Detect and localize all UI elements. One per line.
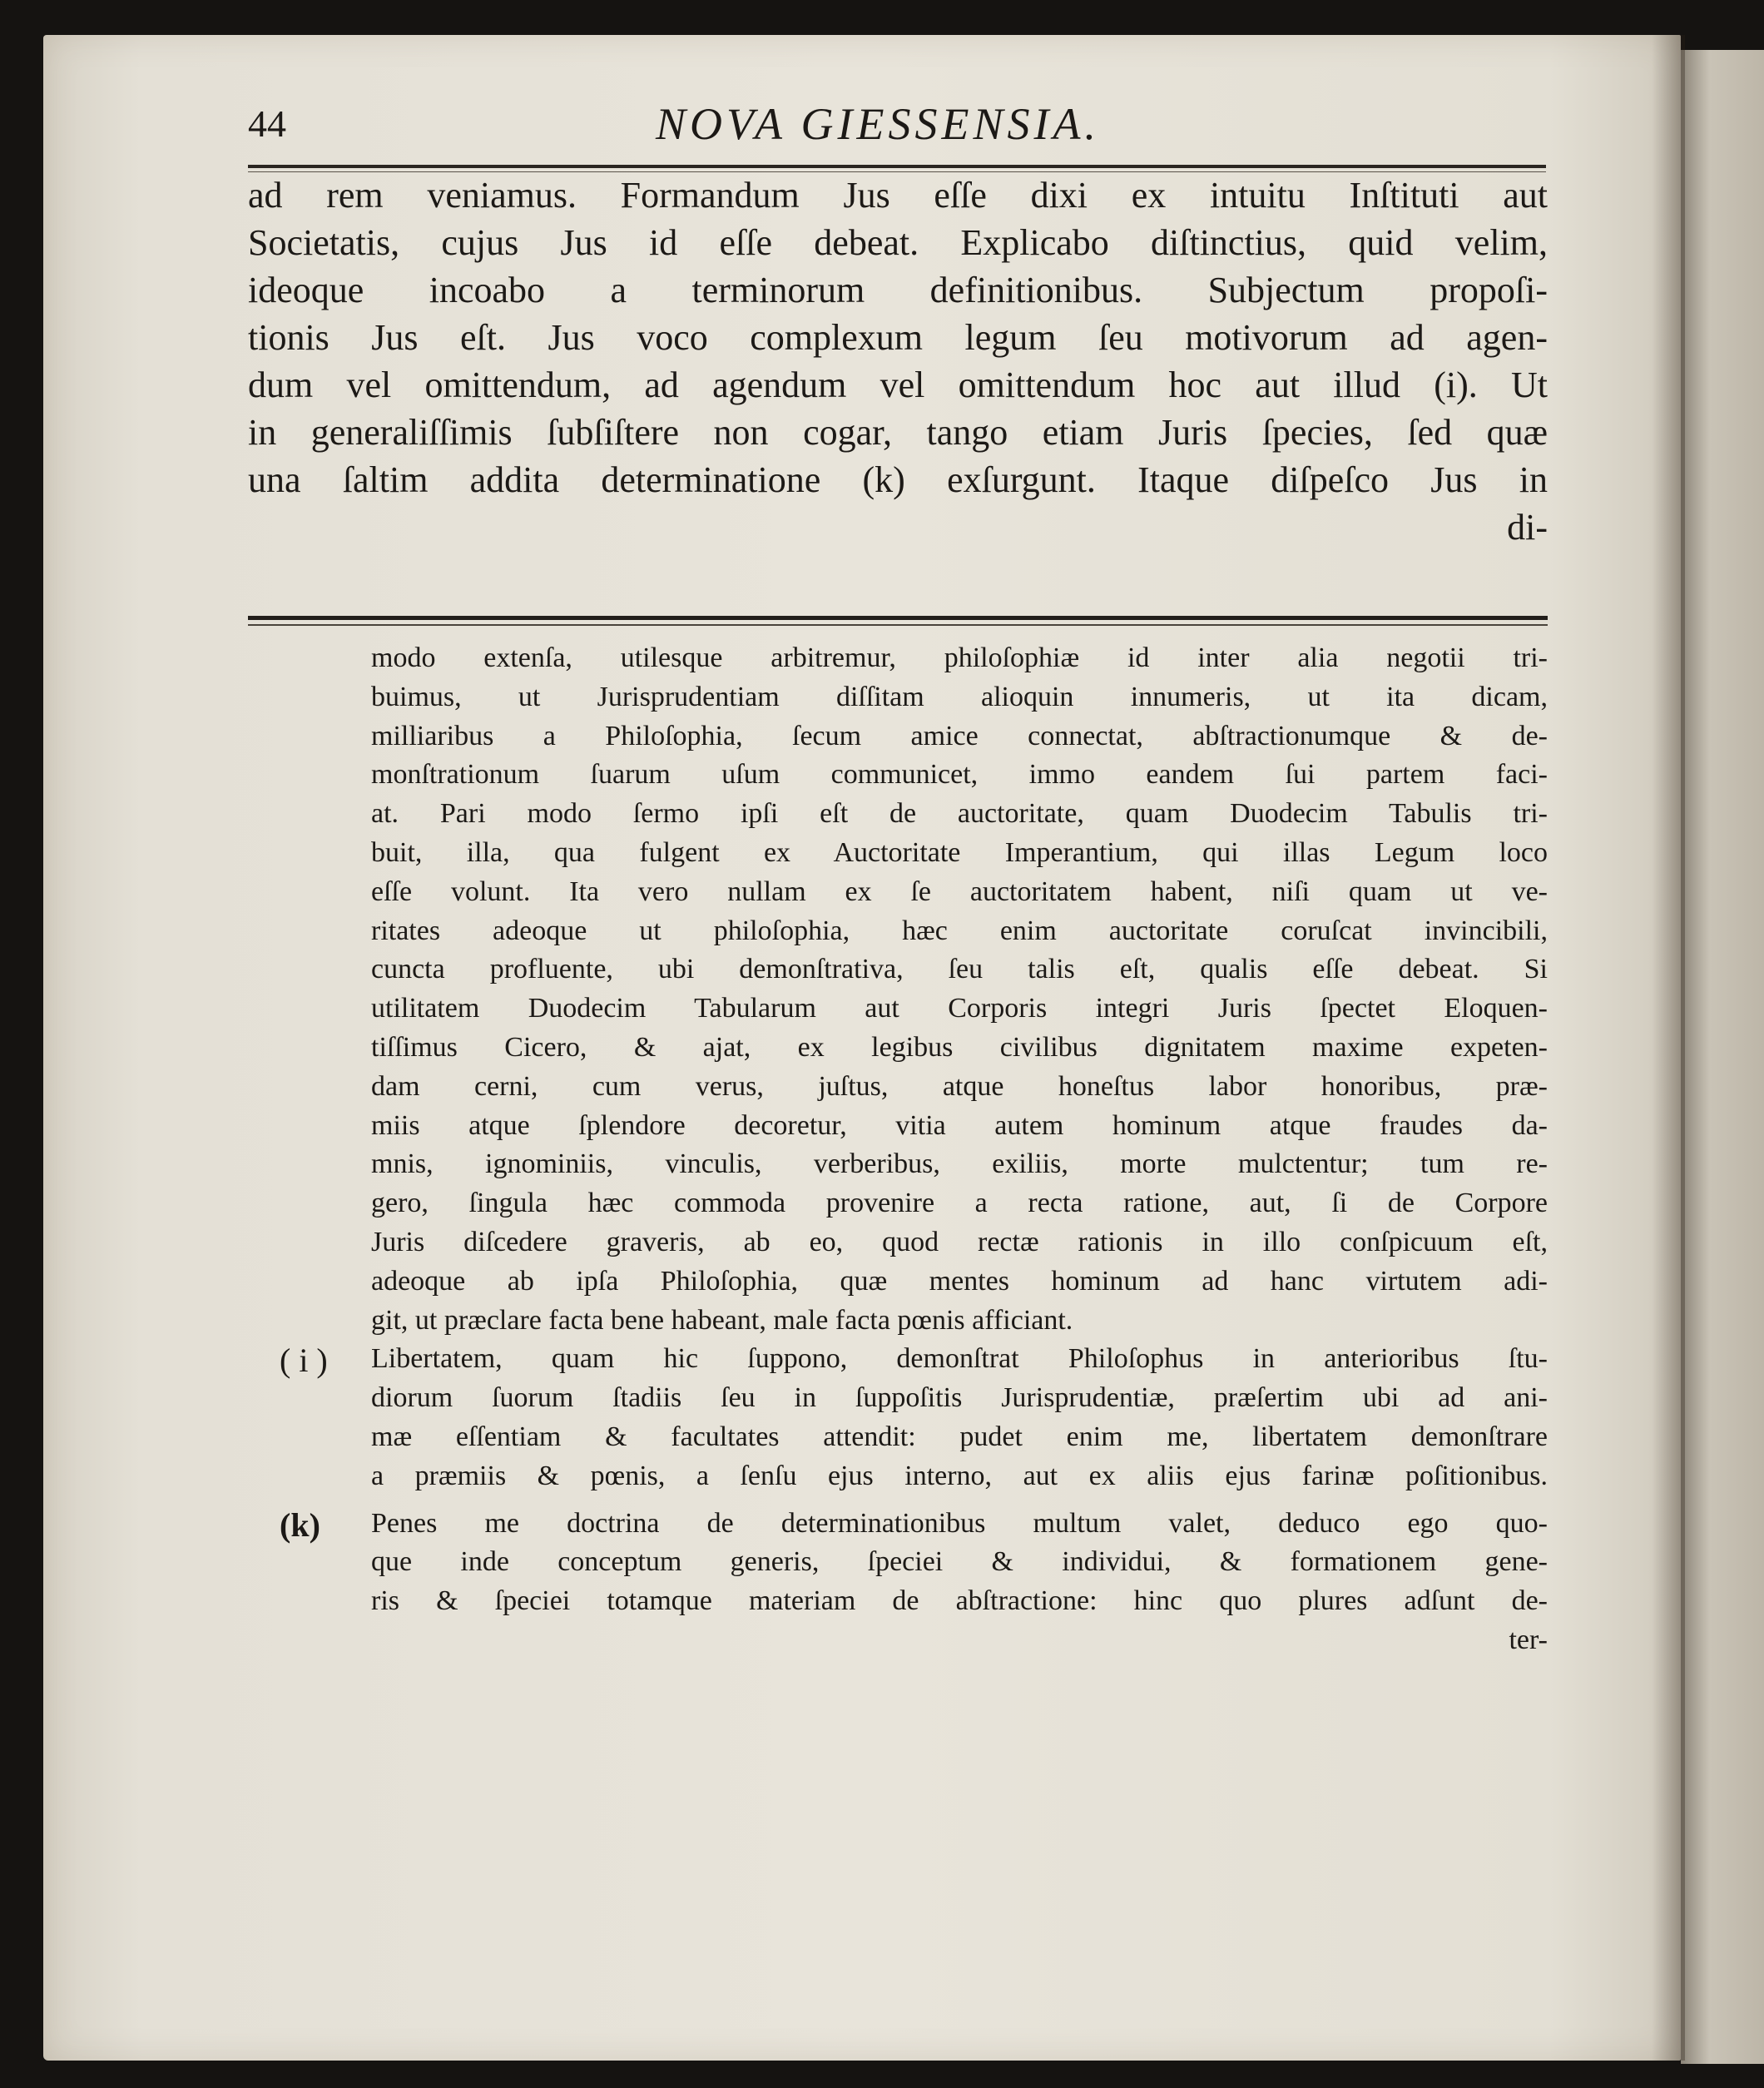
footnotes	[280, 639, 1548, 1660]
body-line: ad rem veniamus. Formandum Jus eſſe dixi ex intuitu Inſtituti aut	[248, 175, 1548, 216]
running-head	[248, 98, 1546, 156]
note-line: gero, ſingula hæc commoda provenire a recta ratione, aut, ſi de Corpore	[371, 1188, 1548, 1219]
note-line: a præmiis & pœnis, a ſenſu ejus interno, aut ex aliis ejus farinæ poſitionibus.	[371, 1460, 1548, 1491]
page-number: 44	[248, 102, 286, 145]
note-line: utilitatem Duodecim Tabularum aut Corporis integri Juris ſpectet Eloquen-	[371, 993, 1548, 1024]
note-line: modo extenſa, utilesque arbitremur, philoſophiæ id inter alia negotii tri-	[371, 642, 1548, 673]
note-line: Juris diſcedere graveris, ab eo, quod rectæ rationis in illo conſpicuum eſt,	[371, 1226, 1548, 1257]
body-line: Societatis, cujus Jus id eſſe debeat. Explicabo diſtinctius, quid velim,	[248, 222, 1548, 263]
body-line: in generaliſſimis ſubſiſtere non cogar, tango etiam Juris ſpecies, ſed quæ	[248, 412, 1548, 453]
note-line: que inde conceptum generis, ſpeciei & individui, & formationem gene-	[371, 1546, 1548, 1578]
body-line: tionis Jus eſt. Jus voco complexum legum ſeu motivorum ad agen-	[248, 317, 1548, 358]
note-line: git, ut præclare facta bene habeant, male facta pœnis afficiant.	[371, 1304, 1073, 1336]
note-line: buit, illa, qua fulgent ex Auctoritate Imperantium, qui illas Legum loco	[371, 836, 1548, 868]
footnote-i	[280, 1340, 1548, 1495]
gutter-shadow	[1652, 35, 1685, 2061]
catchword: di-	[1507, 507, 1548, 548]
footnote-label-i: ( i )	[280, 1342, 328, 1380]
header-rule	[248, 165, 1546, 168]
note-line: monſtrationum ſuarum uſum communicet, immo eandem ſui partem faci-	[371, 759, 1548, 791]
body-line: una ſaltim addita determinatione (k) exſurgunt. Itaque diſpeſco Jus in	[248, 459, 1548, 500]
note-line: mæ eſſentiam & facultates attendit: pudet enim me, libertatem demonſtrare	[371, 1421, 1548, 1452]
note-line: cuncta profluente, ubi demonſtrativa, ſeu talis eſt, qualis eſſe debeat. Si	[371, 954, 1548, 985]
note-line: buimus, ut Jurisprudentiam diſſitam alioquin innumeris, ut ita dicam,	[371, 681, 1548, 712]
note-line: tiſſimus Cicero, & ajat, ex legibus civilibus dignitatem maxime expeten-	[371, 1031, 1548, 1063]
footnote-continuation	[371, 639, 1548, 1340]
adjacent-page-edge	[1681, 50, 1764, 2064]
note-line: at. Pari modo ſermo ipſi eſt de auctoritate, quam Duodecim Tabulis tri-	[371, 798, 1548, 830]
note-line: milliaribus a Philoſophia, ſecum amice connectat, abſtractionumque & de-	[371, 720, 1548, 751]
body-line: ideoque incoabo a terminorum definitionibus. Subjectum propoſi-	[248, 270, 1548, 310]
note-line: miis atque ſplendore decoretur, vitia autem hominum atque fraudes da-	[371, 1109, 1548, 1141]
main-text	[248, 171, 1548, 551]
footnote-k	[280, 1505, 1548, 1660]
note-line: eſſe volunt. Ita vero nullam ex ſe auctoritatem habent, niſi quam ut ve-	[371, 875, 1548, 907]
note-line: mnis, ignominiis, vinculis, verberibus, exiliis, morte mulctentur; tum re-	[371, 1148, 1548, 1180]
footnote-label-k: (k)	[280, 1505, 320, 1544]
note-line: Penes me doctrina de determinationibus multum valet, deduco ego quo-	[371, 1507, 1548, 1539]
footnote-rule	[248, 616, 1548, 620]
note-line: diorum ſuorum ſtadiis ſeu in ſuppoſitis Jurisprudentiæ, præſertim ubi ad ani-	[371, 1382, 1548, 1414]
note-line: ris & ſpeciei totamque materiam de abſtractione: hinc quo plures adſunt de-	[371, 1585, 1548, 1617]
note-line: adeoque ab ipſa Philoſophia, quæ mentes hominum ad hanc virtutem adi-	[371, 1265, 1548, 1297]
footnote-rule-thin	[248, 624, 1548, 626]
catchword: ter-	[1509, 1624, 1548, 1655]
note-line: Libertatem, quam hic ſuppono, demonſtrat Philoſophus in anterioribus ſtu-	[371, 1343, 1548, 1375]
running-title: NOVA GIESSENSIA.	[656, 99, 1100, 149]
body-line: dum vel omittendum, ad agendum vel omittendum hoc aut illud (i). Ut	[248, 365, 1548, 405]
note-line: dam cerni, cum verus, juſtus, atque honeſtus labor honoribus, præ-	[371, 1070, 1548, 1102]
note-line: ritates adeoque ut philoſophia, hæc enim auctoritate coruſcat invincibili,	[371, 915, 1548, 946]
